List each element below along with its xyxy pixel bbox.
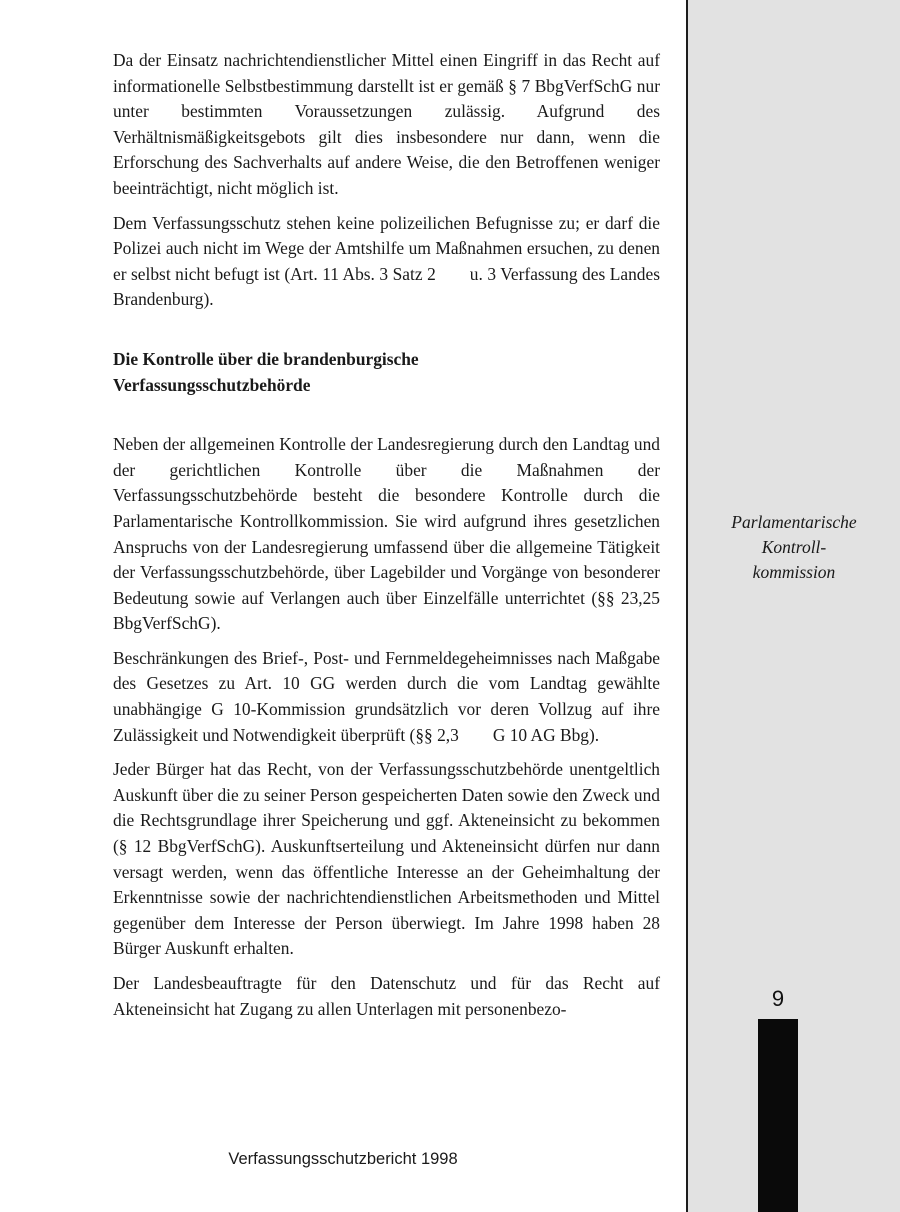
margin-note-line2: Kontroll- (761, 537, 827, 557)
thumb-index-bar (758, 1019, 798, 1212)
paragraph-data-protection: Der Landesbeauftragte für den Datenschutz und für das Recht auf Akteneinsicht hat Zugang zu allen Unterlagen mit personenbezo- (113, 973, 660, 1019)
paragraph-surveillance-means: Da der Einsatz nachrichtendienstlicher Mittel einen Eingriff in das Recht auf informationelle Selbstbestimmung darstellt ist er gemäß § 7 BbgVerfSchG nur unter bestimmten Voraussetzungen zulässig. Aufgrund des Verhältnismäßigkeitsgebots gilt dies insbesondere nur dann, wenn die Erforschung des Sachverhalts auf andere Weise, die den Betroffenen weniger beeinträchtigt, nicht möglich ist. (113, 50, 660, 198)
section-heading-line1: Die Kontrolle über die brandenburgische (113, 348, 419, 369)
page-number: 9 (771, 986, 785, 1011)
paragraph-g10-commission (113, 646, 660, 748)
main-text-column (113, 48, 660, 1031)
margin-note (688, 510, 900, 585)
section-heading-line2: Verfassungsschutzbehörde (113, 374, 311, 395)
margin-note-line1: Parlamentarische (731, 512, 857, 532)
paragraph-g10-part2: G 10 AG Bbg). (492, 724, 600, 745)
paragraph-no-police-powers-part1: Dem Verfassungsschutz stehen keine polizeilichen Befugnisse zu; er darf die Polizei auch nicht im Wege der Amtshilfe um Maßnahmen ersuchen, zu denen er selbst nicht befugt ist (Art. 11 Abs. 3 Satz 2 (113, 212, 660, 284)
paragraph-citizen-information: Jeder Bürger hat das Recht, von der Verfassungsschutzbehörde unentgeltlich Auskunft über die zu seiner Person gespeicherten Daten sowie den Zweck und die Rechtsgrundlage ihrer Speicherung und ggf. Akteneinsicht zu bekommen (§ 12 BbgVerfSchG). Auskunftserteilung und Akteneinsicht dürfen nur dann versagt werden, wenn das öffentliche Interesse an der Geheimhaltung der Erkenntnisse sowie der nachrichtendienstlichen Arbeitsmethoden und Mittel gegenüber dem Interesse der Person überwiegt. Im Jahre 1998 haben 28 Bürger Auskunft erhalten. (113, 759, 660, 959)
section-heading (113, 347, 660, 398)
page-footer: Verfassungsschutzbericht 1998 (228, 1150, 458, 1168)
paragraph-g10-part1: Beschränkungen des Brief-, Post- und Fernmeldegeheimnisses nach Maßgabe des Gesetzes zu Art. 10 GG werden durch die vom Landtag gewählte unabhängige G 10-Kommission grundsätzlich vor deren Vollzug auf ihre Zulässigkeit und Notwendigkeit überprüft (§§ 2,3 (113, 647, 660, 745)
paragraph-control-commission: Neben der allgemeinen Kontrolle der Landesregierung durch den Landtag und der gerichtlichen Kontrolle über die Maßnahmen der Verfassungsschutzbehörde besteht die besondere Kontrolle durch die Parlamentarische Kontrollkommission. Sie wird aufgrund ihres gesetzlichen Anspruchs von der Landesregierung umfassend über die allgemeine Tätigkeit der Verfassungsschutzbehörde, über Lagebilder und Vorgänge von besonderer Bedeutung sowie auf Verlangen auch über Einzelfälle unterrichtet (§§ 23,25 BbgVerfSchG). (113, 434, 660, 634)
paragraph-no-police-powers (113, 211, 660, 313)
paragraph-no-police-powers-part2: u. 3 Verfassung des Landes Brandenburg). (113, 263, 660, 310)
margin-note-line3: kommission (752, 562, 836, 582)
